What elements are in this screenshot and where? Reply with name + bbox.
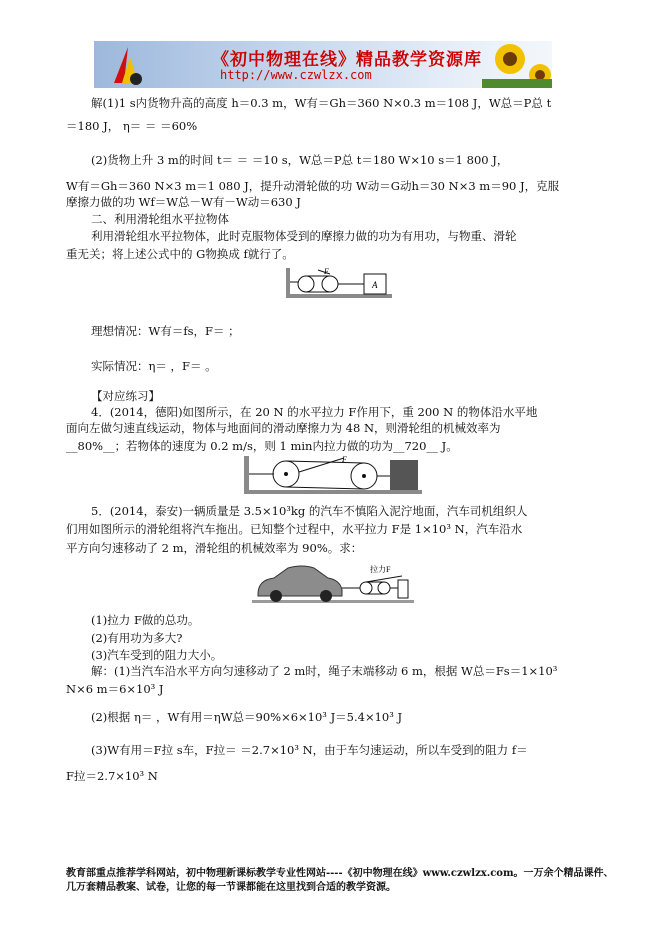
paragraph-line-2: 重无关；将上述公式中的 G物换成 f就行了。 bbox=[66, 247, 294, 261]
answer-efficiency: __80%__ bbox=[66, 439, 115, 453]
solution-5-line-1: 解：(1)当汽车沿水平方向匀速移动了 2 m时，绳子末端移动 6 m，根据 W总＝Fs＝1×10³ bbox=[91, 664, 558, 678]
figure-2-pulley bbox=[244, 456, 422, 496]
paragraph-line-1: 利用滑轮组水平拉物体，此时克服物体受到的摩擦力做的功为有用功，与物重、滑轮 bbox=[91, 229, 517, 243]
question-5-part-3: (3)汽车受到的阻力大小。 bbox=[91, 648, 223, 662]
block-label: A bbox=[372, 280, 378, 290]
ground bbox=[286, 294, 392, 298]
wall-left bbox=[244, 456, 249, 494]
question-4-mid: ；若物体的速度为 0.2 m/s，则 1 min内拉力做的功为 bbox=[114, 439, 393, 453]
force-label: 拉力F bbox=[370, 565, 391, 574]
footer-line-2: 几万套精品教案、试卷，让您的每一节课都能在这里找到合适的教学资源。 bbox=[66, 882, 396, 893]
ground bbox=[244, 490, 422, 494]
section-heading: 二、利用滑轮组水平拉物体 bbox=[91, 212, 229, 226]
force-label: F bbox=[324, 268, 329, 276]
pulley-left bbox=[298, 276, 314, 292]
solution-line-4: W有＝Gh＝360 N×3 m＝1 080 J，提升动滑轮做的功 W动＝G动h＝30 N×3 m＝90 J，克服 bbox=[66, 179, 560, 193]
figure-1-pulley bbox=[286, 268, 392, 302]
solution-line-1: 解(1)1 s内货物升高的高度 h＝0.3 m，W有＝Gh＝360 N×0.3 m＝108 J，W总＝P总 t bbox=[91, 96, 552, 110]
question-4-line-2: 面向左做匀速直线运动，物体与地面间的滑动摩擦力为 48 N，则滑轮组的机械效率为 bbox=[66, 421, 501, 435]
question-4-end: J。 bbox=[437, 439, 458, 453]
block bbox=[390, 460, 418, 490]
solution-5-line-2: N×6 m＝6×10³ J bbox=[66, 682, 164, 696]
practice-heading: 【对应练习】 bbox=[91, 389, 160, 403]
solution-5-line-5: F拉＝2.7×10³ N bbox=[66, 769, 158, 783]
solution-5-line-4: (3)W有用＝F拉 s车，F拉＝ ＝2.7×10³ N，由于车匀速运动，所以车受到的阻力 f＝ bbox=[91, 743, 528, 757]
solution-line-5: 摩擦力做的功 Wf＝W总－W有－W动＝630 J bbox=[66, 195, 301, 209]
logo-icon bbox=[108, 43, 148, 87]
sunflower-icon bbox=[482, 41, 552, 88]
answer-work: __720__ bbox=[392, 439, 438, 453]
banner-url[interactable]: http://www.czwlzx.com bbox=[220, 68, 372, 82]
question-5-line-2: 们用如图所示的滑轮组将汽车拖出。已知整个过程中，水平拉力 F是 1×10³ N，汽车沿水 bbox=[66, 522, 523, 536]
pulley-right bbox=[322, 276, 338, 292]
question-5-part-1: (1)拉力 F做的总功。 bbox=[91, 613, 200, 627]
force-label: F bbox=[342, 456, 347, 464]
ideal-case: 理想情况：W有＝fs，F＝ ； bbox=[91, 324, 240, 338]
solution-line-3: (2)货物上升 3 m的时间 t＝ ＝ ＝10 s，W总＝P总 t＝180 W×10 s＝1 800 J， bbox=[91, 153, 509, 167]
question-4-line-1: 4．(2014，德阳)如图所示，在 20 N 的水平拉力 F作用下，重 200 N 的物体沿水平地 bbox=[91, 405, 538, 419]
solution-line-2: ＝180 J， η＝ ＝ ＝60% bbox=[66, 119, 198, 133]
question-5-part-2: (2)有用功为多大? bbox=[91, 631, 183, 645]
question-5-line-3: 平方向匀速移动了 2 m，滑轮组的机械效率为 90%。求： bbox=[66, 541, 363, 555]
wall bbox=[286, 268, 290, 298]
header-banner bbox=[94, 41, 552, 88]
question-5-line-1: 5．(2014，泰安)一辆质量是 3.5×10³kg 的汽车不慎陷入泥泞地面，汽车司机组织人 bbox=[91, 504, 528, 518]
question-4-line-3 bbox=[66, 438, 458, 454]
solution-5-line-3: (2)根据 η＝ ，W有用＝ηW总＝90%×6×10³ J＝5.4×10³ J bbox=[91, 710, 403, 724]
banner-title: 《初中物理在线》精品教学资源库 bbox=[212, 50, 482, 70]
footer-line-1: 教育部重点推荐学科网站，初中物理新课标教学专业性网站----《初中物理在线》www.czwlzx.com。一万余个精品课件、 bbox=[66, 868, 614, 879]
pulley-2 bbox=[378, 582, 390, 594]
anchor-post bbox=[398, 580, 408, 598]
figure-3-car bbox=[252, 556, 414, 604]
pulley-1 bbox=[360, 582, 372, 594]
actual-case: 实际情况：η＝ ，F＝ 。 bbox=[91, 359, 217, 373]
